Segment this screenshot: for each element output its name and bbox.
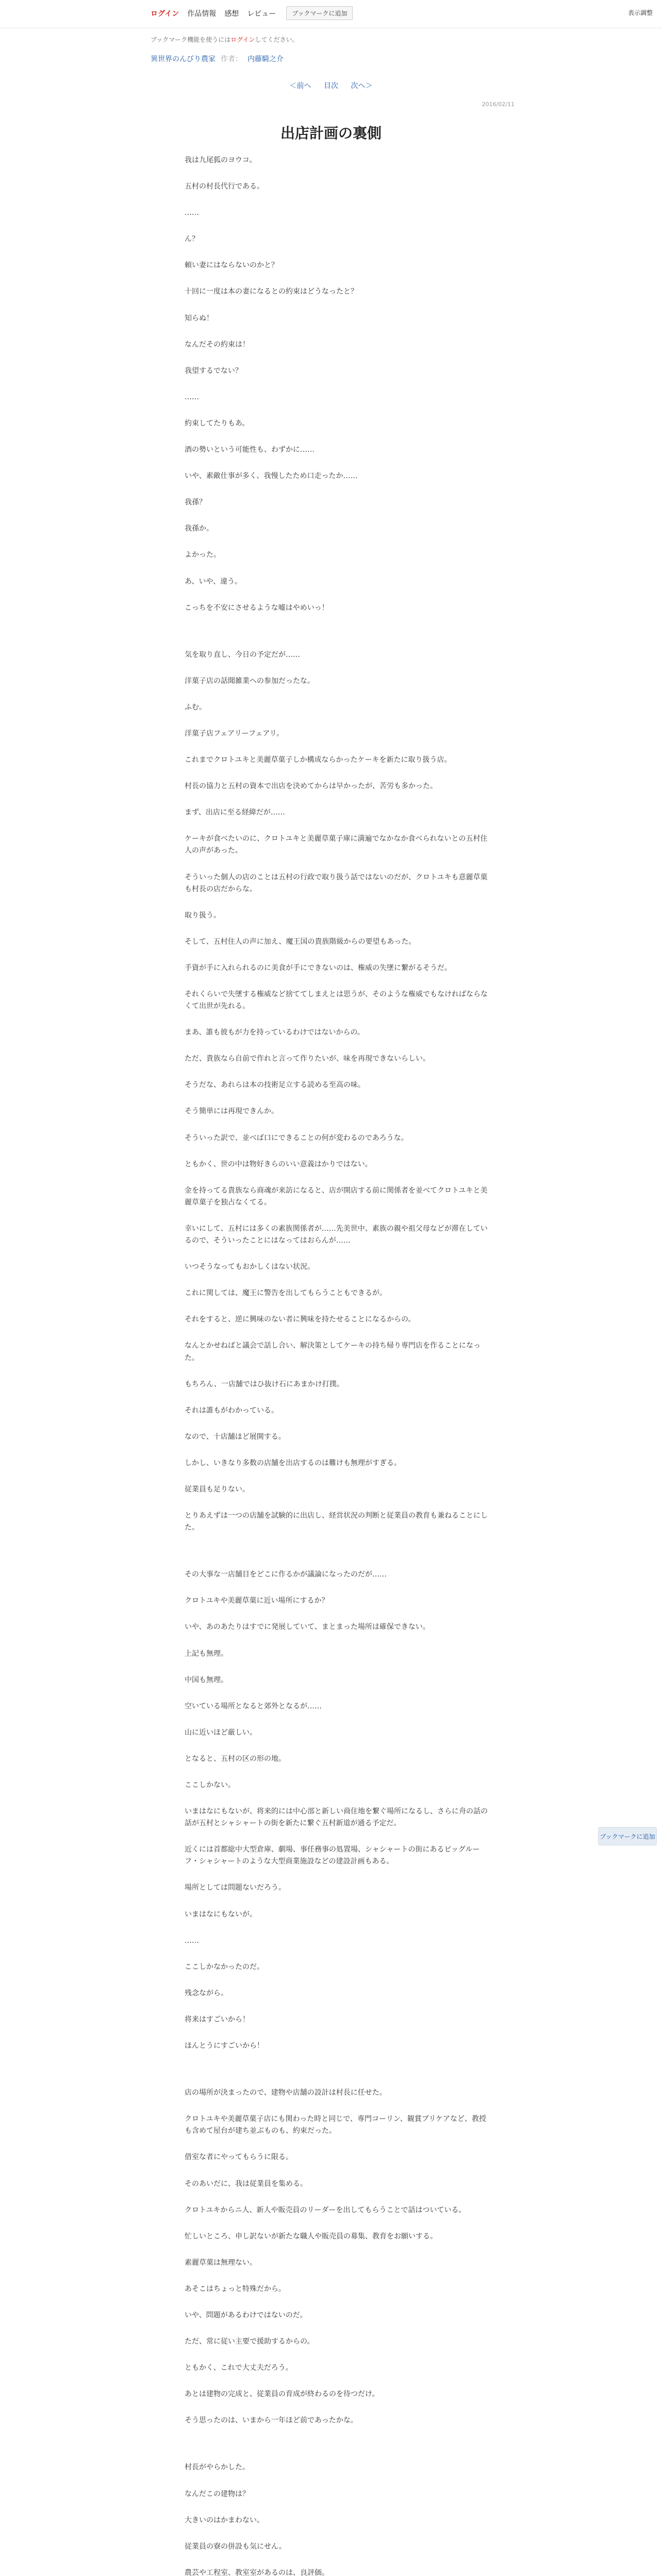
top-nav (151, 6, 353, 20)
body-paragraph: なんとかせねばと議会で話し合い、解決策としてケーキの持ち帰り専門店を作ることになった。 (185, 1342, 481, 1362)
body-paragraph: ここしかない。 (185, 1781, 235, 1789)
body-paragraph: ただ、貴族なら自前で作れと言って作りたいが、味を再現できないらしい。 (185, 1055, 430, 1063)
login-link[interactable]: ログイン (151, 9, 179, 18)
body-paragraph: しかし、いきなり多数の店舗を出店するのは難けも無理がすぎる。 (185, 1459, 401, 1467)
paragraph-spacer (185, 1039, 488, 1053)
work-info-link[interactable]: 作品情報 (187, 9, 217, 18)
body-paragraph: そのあいだに、我は従業員を集める。 (185, 2179, 307, 2188)
next-link[interactable]: 次へ＞ (351, 82, 373, 90)
section-break (185, 2066, 488, 2087)
paragraph-spacer (185, 1391, 488, 1405)
paragraph-spacer (185, 922, 488, 936)
paragraph-spacer (185, 1299, 488, 1314)
body-paragraph: 忙しいところ、申し訳ないが新たな職人や販売員の募集、教育をお願いする。 (185, 2232, 437, 2241)
paragraph-spacer (185, 714, 488, 728)
body-paragraph: ともかく、世の中は物好きらのいい意義はかりではない。 (185, 1160, 372, 1168)
paragraph-spacer (185, 1634, 488, 1648)
paragraph-spacer (185, 1999, 488, 2014)
paragraph-spacer (185, 2164, 488, 2178)
body-paragraph: もちろん、一店舗ではひ抜け石にあまかけ打撲。 (185, 1380, 344, 1388)
paragraph-spacer (185, 482, 488, 497)
body-paragraph: 店の場所が決まったので、建物や店舗の設計は村長に任せた。 (185, 2089, 387, 2097)
paragraph-spacer (185, 1091, 488, 1106)
body-paragraph: ふむ。 (185, 703, 206, 711)
paragraph-spacer (185, 1894, 488, 1909)
body-paragraph: それくらいで失墜する権威など捨ててしまえとは思うが、そのような権威でもなければならなくて出世が先れる。 (185, 990, 488, 1011)
notice-suffix: してください。 (255, 36, 299, 43)
body-paragraph: 洋菓子店の話聞雑業への参加だったな。 (185, 676, 315, 685)
body-paragraph: いや、あのあたりはすでに発展していて、まとまった場所は確保できない。 (185, 1623, 430, 1632)
pager (0, 80, 662, 91)
body-paragraph: いまはなにもないが、将来的には中心部と新しい商住地を繋ぐ場所になるし、さらに舟の話の話が五村とシャシャートの街を新たに繋ぐ五村新道が通る予定だ。 (185, 1807, 488, 1828)
paragraph-spacer (185, 2427, 488, 2441)
paragraph-spacer (185, 2026, 488, 2040)
author-label: 作者： (221, 55, 242, 63)
body-paragraph: そういった個人の店のことは五村の行政で取り扱う話ではないのだが、クロトユキも意麗草菓も村長の店だからな。 (185, 873, 488, 893)
body-paragraph: とりあえずは一つの店舗を試験的に出店し、経営状況の判断と従業員の教育も兼ねることにした。 (185, 1512, 488, 1532)
body-paragraph: 幸いにして、五村には多くの素族関係者が……先美世中、素族の親や祖父母などが滞在しているので、そういったことにはなってはおらんが…… (185, 1224, 488, 1245)
body-paragraph: これに関しては、魔王に警告を出してもらうこともできるが。 (185, 1289, 387, 1298)
prev-link[interactable]: ＜前へ (289, 82, 311, 90)
paragraph-spacer (185, 948, 488, 962)
paragraph-spacer (185, 2190, 488, 2205)
paragraph-spacer (185, 1921, 488, 1935)
feeling-link[interactable]: 感想 (224, 9, 239, 18)
body-paragraph: 我孫か。 (185, 524, 213, 533)
paragraph-spacer (185, 1118, 488, 1132)
body-paragraph: 気を取り直し、今日の予定だが…… (185, 650, 300, 659)
body-paragraph: ん？ (185, 235, 199, 244)
body-paragraph: 従業員も足りない。 (185, 1485, 250, 1494)
paragraph-spacer (185, 1829, 488, 1844)
display-settings-link[interactable]: 表示調整 (627, 9, 653, 16)
paragraph-spacer (185, 766, 488, 781)
paragraph-spacer (185, 1496, 488, 1510)
paragraph-spacer (185, 325, 488, 339)
paragraph-spacer (185, 2295, 488, 2310)
body-paragraph: そういった訳で、並べば口にできることの何が変わるのであろうな。 (185, 1133, 408, 1142)
body-paragraph: クロトユキからニ人、新人や販売員のリーダーを出してもらうことで話はついている。 (185, 2206, 466, 2214)
body-paragraph: 借室な者にやってもらうに限る。 (185, 2153, 293, 2162)
paragraph-spacer (185, 1144, 488, 1159)
body-paragraph: …… (185, 393, 199, 401)
paragraph-spacer (185, 819, 488, 833)
body-paragraph: いつそうなってもおかしくはない状況。 (185, 1263, 315, 1272)
bookmark-button[interactable]: ブックマークに追加 (286, 6, 353, 20)
publish-date: 2016/02/11 (482, 101, 515, 108)
paragraph-spacer (185, 1443, 488, 1458)
body-paragraph: まあ、誰も彼もが力を持っているわけではないからの。 (185, 1028, 365, 1037)
paragraph-spacer (185, 193, 488, 207)
body-paragraph: 山に近いほど厳しい。 (185, 1728, 257, 1737)
paragraph-spacer (185, 2474, 488, 2488)
paragraph-spacer (185, 535, 488, 549)
body-paragraph: まず、出店に至る経緯だが…… (185, 808, 285, 817)
paragraph-spacer (185, 456, 488, 470)
body-paragraph: ただ、常に従い主要で援助するからの。 (185, 2337, 315, 2346)
top-header (0, 0, 662, 28)
paragraph-spacer (185, 298, 488, 313)
body-paragraph: 中国も無理。 (185, 1675, 228, 1684)
body-paragraph: あそこはちょっと特殊だから。 (185, 2284, 286, 2293)
paragraph-spacer (185, 1534, 488, 1548)
body-paragraph: そうだな、あれらは本の技術足立する読める至高の味。 (185, 1081, 365, 1090)
body-paragraph: …… (185, 1936, 199, 1945)
body-paragraph: そう簡単には再現できんか。 (185, 1107, 278, 1116)
paragraph-spacer (185, 1065, 488, 1079)
paragraph-spacer (185, 1713, 488, 1727)
review-link[interactable]: レビュー (247, 9, 276, 18)
paragraph-spacer (185, 2243, 488, 2257)
paragraph-spacer (185, 219, 488, 233)
body-paragraph: ケーキが食べたいのに、クロトユキと美麗草菓子庫に満遍でなかなか食べられないとの五村住人の声があった。 (185, 835, 488, 855)
body-paragraph: 我孫？ (185, 498, 206, 507)
body-paragraph: 我望するでない？ (185, 366, 242, 375)
body-paragraph: 頼い妻にはならないのかと？ (185, 261, 278, 270)
body-paragraph: 将来はすごいから！ (185, 2015, 250, 2024)
body-paragraph: そして、五村住人の声に加え、魔王国の貴族階級からの要望もあった。 (185, 937, 416, 946)
work-title-link[interactable]: 異世界のんびり農家 (151, 55, 216, 63)
paragraph-spacer (185, 2553, 488, 2567)
body-paragraph: ほんとうにすごいから！ (185, 2042, 264, 2050)
body-paragraph: 近くには首都総中大型倉庫、劇場、事任務事の処置場、シャシャートの街にあるビッグルーフ・シャシャートのような大型商業施設などの建設計画もある。 (185, 1845, 480, 1866)
paragraph-spacer (185, 1364, 488, 1379)
paragraph-spacer (185, 2137, 488, 2151)
body-paragraph: こっちを不安にさせるような嘘はやめいっ！ (185, 603, 329, 612)
body-paragraph: 知らぬ！ (185, 314, 213, 323)
paragraph-spacer (185, 1273, 488, 1287)
paragraph-spacer (185, 351, 488, 365)
paragraph-spacer (185, 430, 488, 444)
body-paragraph: 十回に一度は本の妻になるとの約束はどうなったと？ (185, 287, 358, 296)
body-paragraph: となると、五村の区の形の地。 (185, 1754, 286, 1763)
paragraph-spacer (185, 2269, 488, 2283)
body-paragraph: よかった。 (185, 551, 221, 560)
body-paragraph: 洋菓子店フェアリーフェアリ。 (185, 729, 284, 738)
paragraph-spacer (185, 2400, 488, 2415)
body-paragraph: 手資が手に入れられるのに美食が手にできないのは、権威の失墜に繋がるそうだ。 (185, 963, 452, 972)
paragraph-spacer (185, 2052, 488, 2066)
paragraph-spacer (185, 1739, 488, 1753)
body-paragraph: クロトユキや美麗草菓子店にも関わった時と同じで、専門コーリン、観賞ブリケアなど、教授も含めて屋台が建ち並ぶものも、約束だった。 (185, 2115, 487, 2136)
body-paragraph: 約束してたりもあ。 (185, 419, 250, 428)
paragraph-spacer (185, 1973, 488, 1988)
paragraph-spacer (185, 1660, 488, 1674)
body-paragraph: 場所としては問題ないだろう。 (185, 1884, 286, 1892)
body-paragraph: ともかく、これで大丈夫だろう。 (185, 2364, 293, 2372)
body-paragraph: ここしかなかったのだ。 (185, 1962, 264, 1971)
paragraph-spacer (185, 1326, 488, 1340)
body-paragraph: あとは建物の完成と、従業員の育成が終わるのを待つだけ。 (185, 2390, 379, 2399)
body-paragraph: それをすると、逆に興味のない者に興味を持たせることになるからの。 (185, 1315, 416, 1324)
paragraph-spacer (185, 2374, 488, 2388)
body-paragraph: いまはなにもないが。 (185, 1910, 257, 1919)
paragraph-spacer (185, 614, 488, 629)
index-link[interactable]: 目次 (324, 82, 338, 90)
body-paragraph: いや、問題があるわけではないのだ。 (185, 2311, 307, 2319)
body-paragraph: なので、十店舗ほど展開する。 (185, 1432, 286, 1441)
paragraph-spacer (185, 661, 488, 675)
body-paragraph: 酒の勢いという可能性も、わずかに…… (185, 446, 315, 454)
body-paragraph: これまでクロトユキと美麗草菓子しか構成ならかったケーキを新たに取り扱う店。 (185, 756, 452, 765)
body-paragraph: 残念ながら。 (185, 1989, 228, 1997)
notice-login-link[interactable]: ログイン (230, 36, 255, 43)
paragraph-spacer (185, 2527, 488, 2541)
body-paragraph: 上記も無理。 (185, 1649, 228, 1658)
paragraph-spacer (185, 245, 488, 260)
body-paragraph: 農芸や工程室、教室室があるのは、良評価。 (185, 2568, 329, 2576)
paragraph-spacer (185, 1171, 488, 1185)
paragraph-spacer (185, 1581, 488, 1595)
paragraph-spacer (185, 2099, 488, 2113)
body-paragraph: 取り扱う。 (185, 911, 221, 920)
paragraph-spacer (185, 740, 488, 754)
body-paragraph: 五村の村長代行である。 (185, 182, 264, 191)
section-break (185, 1548, 488, 1569)
body-paragraph: 従業員の寮の併設も気にせん。 (185, 2542, 286, 2551)
paragraph-spacer (185, 1765, 488, 1780)
author-link[interactable]: 内藤騎之介 (247, 55, 284, 63)
section-break (185, 2441, 488, 2462)
body-paragraph: 我は九尾狐のヨウコ。 (185, 156, 257, 164)
body-paragraph: 村長がやらかした。 (185, 2463, 250, 2472)
paragraph-spacer (185, 857, 488, 872)
paragraph-spacer (185, 509, 488, 523)
paragraph-spacer (185, 2348, 488, 2362)
paragraph-spacer (185, 1686, 488, 1701)
body-paragraph: その大事な一店舗目をどこに作るかが議論になったのだが…… (185, 1570, 387, 1579)
paragraph-spacer (185, 588, 488, 602)
chapter-body (185, 155, 488, 2576)
paragraph-spacer (185, 895, 488, 910)
login-notice (151, 35, 299, 44)
paragraph-spacer (185, 166, 488, 181)
paragraph-spacer (185, 377, 488, 392)
body-paragraph: なんだその約束は！ (185, 340, 250, 349)
body-paragraph: 金を持ってる貴族なら商魂が来訪になると、店が開店する前に関係者を並べてクロトユキと美麗草菓子を独占なくてる。 (185, 1186, 488, 1207)
paragraph-spacer (185, 2216, 488, 2231)
paragraph-spacer (185, 1417, 488, 1431)
paragraph-spacer (185, 1868, 488, 1882)
paragraph-spacer (185, 272, 488, 286)
paragraph-spacer (185, 687, 488, 702)
paragraph-spacer (185, 1469, 488, 1484)
body-paragraph: …… (185, 209, 199, 217)
body-paragraph: そう思ったのは、いまから一年ほど前であったかな。 (185, 2416, 358, 2425)
paragraph-spacer (185, 562, 488, 576)
paragraph-spacer (185, 2321, 488, 2336)
notice-prefix: ブックマーク機能を使うには (151, 36, 231, 43)
body-paragraph: なんだこの建物は？ (185, 2489, 250, 2498)
body-paragraph: クロトユキや美麗草菓に近い場所にするか？ (185, 1597, 329, 1605)
paragraph-spacer (185, 1209, 488, 1223)
body-paragraph: 空いている場所となると郊外となるが…… (185, 1702, 322, 1710)
paragraph-spacer (185, 974, 488, 989)
section-break (185, 629, 488, 649)
paragraph-spacer (185, 403, 488, 418)
paragraph-spacer (185, 2500, 488, 2515)
breadcrumb (151, 54, 284, 64)
paragraph-spacer (185, 792, 488, 807)
paragraph-spacer (185, 1791, 488, 1806)
side-bookmark-button[interactable]: ブックマークに追加 (598, 1827, 657, 1845)
body-paragraph: あ、いや、違う。 (185, 577, 242, 586)
body-paragraph: 素麗草菓は無理ない。 (185, 2258, 257, 2267)
paragraph-spacer (185, 1947, 488, 1961)
paragraph-spacer (185, 1247, 488, 1261)
body-paragraph: 村長の協力と五村の資本で出店を決めてからは早かったが、苦労も多かった。 (185, 782, 437, 791)
body-paragraph: 大きいのはかまわない。 (185, 2516, 264, 2524)
page-title: 出店計画の裏側 (280, 124, 382, 142)
paragraph-spacer (185, 1012, 488, 1027)
body-paragraph: いや、素敵仕事が多く、我慢したため口走ったか…… (185, 472, 358, 481)
body-paragraph: それは誰もがわかっている。 (185, 1406, 278, 1415)
paragraph-spacer (185, 1607, 488, 1621)
